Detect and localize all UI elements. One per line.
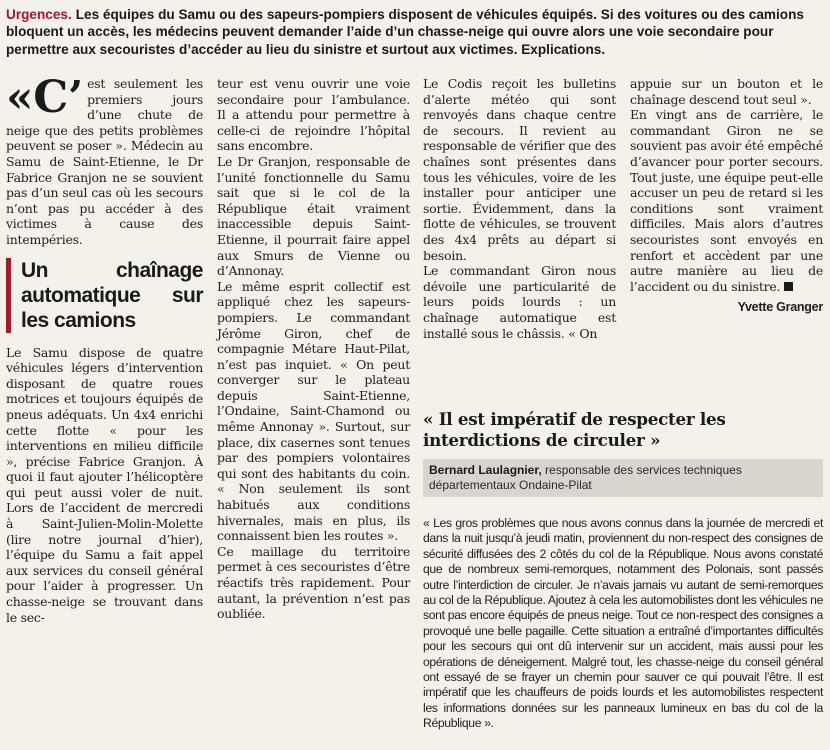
paragraph: appuie sur un bouton et le chaînage descend tout seul ». — [630, 76, 823, 107]
article-column-2 — [217, 76, 410, 622]
intertitle: Un chaînage automatique sur les camions — [6, 258, 203, 333]
standfirst-text: Les équipes du Samu ou des sapeurs-pompiers disposent de véhicules équipés. Si des voitures ou des camions bloquent un accès, les médecins peuvent demander l’aide d’un chasse-neige qui ouvre alors une voie secondaire pour permettre aux secouristes d’accéder au lieu du sinistre et surtout aux victimes. Explications. — [6, 7, 804, 57]
paragraph: Le Dr Granjon, responsable de l’unité fonctionnelle du Samu sait que si le col de la République était vraiment inaccessible depuis Saint-Etienne, il pourrait faire appel aux Smurs de Vienne ou d’Annonay. — [217, 153, 410, 279]
article-column-1 — [6, 72, 203, 625]
article-column-3 — [423, 76, 616, 341]
kicker: Urgences. — [6, 7, 72, 22]
standfirst — [6, 6, 824, 58]
paragraph-text: En vingt ans de carrière, le commandant Giron ne se souvient pas avoir été empêché d’avancer pour porter secours. Tout juste, une équipe peut-elle accuser un peu de retard si les conditions sont vraiment difficiles. Mais alors d’autres secouristes sont envoyés en renfort et accèdent par une autre manière au lieu de l’accident ou du sinistre. — [630, 107, 823, 294]
paragraph: Le même esprit collectif est appliqué chez les sapeurs-pompiers. Le commandant Jérôme Giron, chef de compagnie Métare Haut-Pilat, n’est pas inquiet. « On peut converger sur le plateau depuis Saint-Etienne, l’Ondaine, Saint-Chamond ou même Annonay ». Surtout, sur place, dix casernes sont tenues par des pompiers volontaires qui sont des habitants du coin. « Non seulement ils sont habitués aux conditions hivernales, mais en plus, ils connaissent bien les routes ». — [217, 278, 410, 544]
interviewee-name: Bernard Laulagnier, — [429, 463, 542, 477]
interviewee-box — [423, 459, 823, 497]
dropcap: «C’ — [6, 72, 84, 123]
end-mark-icon — [784, 282, 793, 291]
interview-headline: « Il est impératif de respecter les interdictions de circuler » — [423, 409, 726, 450]
lead-paragraph — [6, 72, 203, 248]
paragraph: teur est venu ouvrir une voie secondaire pour l’ambulance. Il a attendu pour permettre à celle-ci de rejoindre l’hôpital sans encombre. — [217, 76, 410, 154]
article-column-4 — [630, 76, 823, 316]
byline: Yvette Granger — [737, 300, 823, 315]
interviewee-role: responsable des services techniques départementaux Ondaine-Pilat — [429, 463, 742, 492]
paragraph — [630, 107, 823, 294]
paragraph: Le Codis reçoit les bulletins d’alerte météo qui sont renvoyés dans chaque centre de secours. Il revient au responsable de vérifier que des chaînes sont présentes dans tous les véhicules, voire de les installer pour anticiper une sortie. Évidemment, dans la flotte de véhicules, se trouvent des 4x4 prêts au départ si besoin. — [423, 76, 616, 263]
paragraph: Ce maillage du territoire permet à ces secouristes d’être réactifs très rapidement. Pour autant, la prévention n’est pas oubliée. — [217, 543, 410, 622]
paragraph: Le commandant Giron nous dévoile une particularité de leurs poids lourds : un chaînage automatique est installé sous le châssis. « On — [423, 263, 616, 341]
paragraph: Le Samu dispose de quatre véhicules légers d’intervention disposant de quatre roues motrices et toujours équipés de pneus adéquats. Un 4x4 enrichi cette flotte « pour les interventions en milieu difficile », précise Fabrice Granjon. À quoi il faut ajouter l’hélicoptère qui peut aussi voler de nuit. Lors de l’accident de mercredi à Saint-Julien-Molin-Molette (lire notre journal d’hier), l’équipe du Samu a fait appel aux services du conseil général pour l’aider à progresser. Un chasse-neige se trouvant dans le sec- — [6, 344, 203, 625]
paragraph-text: est seulement les premiers jours d’une chute de neige que des petits problèmes peuvent se poser ». Médecin au Samu de Saint-Etienne, le Dr Fabrice Granjon ne se souvient pas d’un seul cas où les secours n’ont pas pu accéder à des victimes à cause des intempéries. — [6, 76, 203, 247]
interview-text: « Les gros problèmes que nous avons connus dans la journée de mercredi et dans la nuit jusqu’à jeudi matin, proviennent du non-respect des consignes de sécurité diffusées des 2 côtés du col de la République. Nous avons constaté que de nombreux semi-remorques, notamment des Polonais, sont passés outre l’interdiction de circuler. Je n’avais jamais vu autant de semi-remorques au col de la République. Ajoutez à cela les automobilistes dont les véhicules ne sont pas encore équipés de pneus neige. Tout ce non-respect des consignes a provoqué une belle pagaille. Cette situation a entraîné d’importantes difficultés pour les secours qui ont dû intervenir sur un accident, mais aussi pour les opérations de déneigement. Malgré tout, les chasse-neige du conseil général ont essayé de se frayer un chemin pour sauver ce qui pouvait l’être. Il est impératif que les chauffeurs de poids lourds et les automobilistes respectent les informations données sur les panneaux lumineux en bas du col de la République ». — [423, 516, 823, 731]
